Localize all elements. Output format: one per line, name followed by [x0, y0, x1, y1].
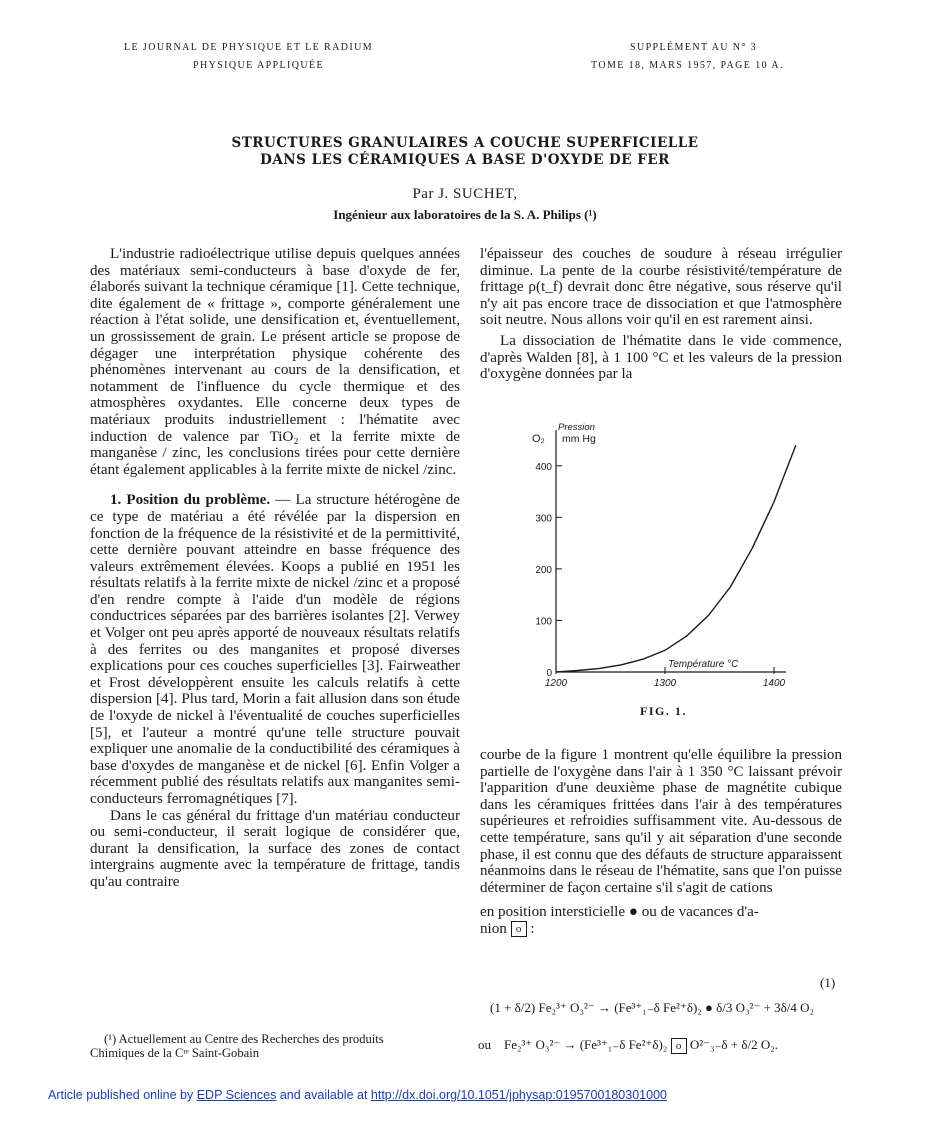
y-axis-label: Pression: [558, 422, 595, 433]
publication-notice: [48, 1088, 667, 1102]
anion-vacancy-symbol: o: [511, 921, 527, 937]
publisher-link[interactable]: EDP Sciences: [196, 1088, 277, 1102]
equation-1: (1 + δ/2) Fe₂³⁺ O₃²⁻ → (Fe³⁺₁₋δ Fe²⁺δ)₂ ● δ/3 O₃²⁻ + 3δ/4 O₂: [490, 1000, 815, 1015]
section-heading: 1. Position du problème.: [110, 492, 271, 509]
y-tick-label-3: 300: [535, 513, 552, 525]
y-tick-label-0: 0: [546, 668, 552, 679]
defect-line-1: en position intersticielle ● ou de vacances d'a-: [480, 904, 759, 921]
journal-subtitle: PHYSIQUE APPLIQUÉE: [193, 60, 325, 71]
defect-line-2-suffix: :: [526, 920, 535, 937]
sintering-paragraph: Dans le cas général du frittage d'un matériau conducteur ou semi-conducteur, il serait logique de considérer que, durant la densification, la surface des zones de contact intergrains augmente avec la température de frittage, tandis qu'au contraire: [90, 807, 460, 890]
y-axis-symbol: O₂: [532, 433, 545, 445]
y-tick-label-1: 100: [535, 616, 552, 628]
footnote-line2: Chimiques de la Cᶦᵉ Saint-Gobain: [90, 1046, 260, 1060]
equation-2-vacancy-symbol: o: [671, 1038, 687, 1054]
defect-line-2-prefix: nion: [480, 920, 507, 937]
equation-number: (1): [820, 975, 836, 990]
left-column: [90, 246, 460, 891]
x-tick-label-0: 1200: [544, 678, 568, 689]
intro-paragraph: L'industrie radioélectrique utilise depuis quelques années des matériaux semi-conducteurs à base d'oxyde de fer, élaborés suivant la technique céramique [1]. Cette technique, dite également de « frittage », comporte généralement une réaction à l'état solide, une densification et, éventuellement, un grossissement de grain. Le présent article se propose de dégager une interprétation physique cohérente des phénomènes intervenant au cours de la densification, et notamment de l'influence du cycle thermique et des atmosphères oxydantes. Elle concerne deux types de matériaux produits industriellement : l'hématite avec induction de valence par TiO₂ et la ferrite mixte de manganèse / zinc, les conclusions tirées pour cette dernière étant également applicables à la ferrite mixte de nickel /zinc.: [90, 246, 460, 478]
right-paragraph-4: [480, 904, 842, 937]
volume-issue-page: TOME 18, MARS 1957, PAGE 10 A.: [591, 60, 784, 71]
footnote-line1: (¹) Actuellement au Centre des Recherches des produits: [104, 1032, 384, 1046]
footnote: [90, 1032, 464, 1060]
publication-prefix: Article published online by: [48, 1088, 197, 1102]
right-column-top: [480, 246, 842, 383]
right-paragraph-1: l'épaisseur des couches de soudure à réseau irrégulier diminue. La pente de la courbe résistivité/température de frittage ρ(t_f) devrait donc être négative, sous réserve qu'il n'y ait pas encore trace de dissociation et que l'atmosphère soit neutre. Nous allons voir qu'il en est rarement ainsi.: [480, 246, 842, 329]
y-axis-unit: mm Hg: [562, 433, 596, 445]
equation-2: [478, 1037, 778, 1054]
right-paragraph-2: La dissociation de l'hématite dans le vide commence, d'après Walden [8], à 1 100 °C et les valeurs de la pression d'oxygène données par la: [480, 332, 842, 383]
figure-1-caption: FIG. 1.: [640, 704, 687, 718]
figure-1-chart: [518, 418, 808, 690]
series-line-0: [556, 445, 796, 672]
article-title-line2: DANS LES CÉRAMIQUES A BASE D'OXYDE DE FER: [260, 152, 670, 168]
equation-2-prefix: ou: [478, 1037, 491, 1052]
supplement-label: SUPPLÉMENT AU N° 3: [630, 42, 758, 53]
equation-2-right: O²⁻₃₋δ + δ/2 O₂.: [689, 1037, 778, 1052]
right-paragraph-3: courbe de la figure 1 montrent qu'elle équilibre la pression partielle de l'oxygène dans l'air à 1 350 °C laissant prévoir l'apparition d'une deuxième phase de magnétite cubique dans les céramiques frittées dans l'air à des températures supérieures et refroidies suffisamment vite. Au-dessous de cette température, sans qu'il y ait séparation d'une seconde phase, il est connu que des défauts de structure apparaissent néanmoins dans le réseau de l'hématite, sans que l'on puisse déterminer de façon certaine s'il s'agit de cations: [480, 747, 842, 896]
x-axis-label: Température °C: [668, 659, 739, 670]
section-1-text: La structure hétérogène de ce type de matériau a été révélée par la dispersion en fonction de la fréquence de la résistivité et de la permittivité, cette dernière pouvant atteindre en basse fréquence des valeurs extrêmement élevées. Koops a publié en 1951 les résultats relatifs à la ferrite mixte de nickel /zinc et a proposé d'en rendre compte à l'aide d'un modèle de régions conductrices séparées par des barrières isolantes [2]. Verwey et Volger ont peu après apporté de nouveaux résultats relatifs à des ferrites ou des manganites et proposé diverses explications pour ces couches superficielles [3]. Fairweather et Frost développèrent ensuite les calculs relatifs à cette dispersion [4]. Plus tard, Morin a fait allusion dans son étude de l'oxyde de nickel à l'éventualité de couches superficielles [5], et l'auteur a montré qu'une telle structure pouvait expliquer une anomalie de la conductibilité des céramiques à base d'oxydes de manganèse et de nickel [6]. Enfin Volger a récemment publié des résultats relatifs aux manganites semi-conducteurs ferromagnétiques [7].: [90, 492, 461, 807]
section-dash: —: [270, 492, 296, 509]
publication-middle: and available at: [276, 1088, 371, 1102]
section-1-paragraph: [90, 492, 460, 807]
author-affiliation: Ingénieur aux laboratoires de la S. A. Philips (¹): [333, 207, 597, 222]
x-tick-label-2: 1400: [762, 678, 786, 689]
y-tick-label-2: 200: [535, 564, 552, 576]
doi-link[interactable]: http://dx.doi.org/10.1051/jphysap:0195700180301000: [370, 1088, 667, 1102]
x-tick-label-1: 1300: [653, 678, 677, 689]
author-byline: Par J. SUCHET,: [412, 186, 518, 202]
y-tick-label-4: 400: [535, 461, 552, 473]
article-title-line1: STRUCTURES GRANULAIRES A COUCHE SUPERFICIELLE: [231, 135, 699, 151]
right-column-bottom: [480, 747, 842, 938]
equation-2-left: Fe₂³⁺ O₃²⁻ → (Fe³⁺₁₋δ Fe²⁺δ)₂: [504, 1037, 668, 1052]
journal-name: LE JOURNAL DE PHYSIQUE ET LE RADIUM: [124, 42, 373, 53]
